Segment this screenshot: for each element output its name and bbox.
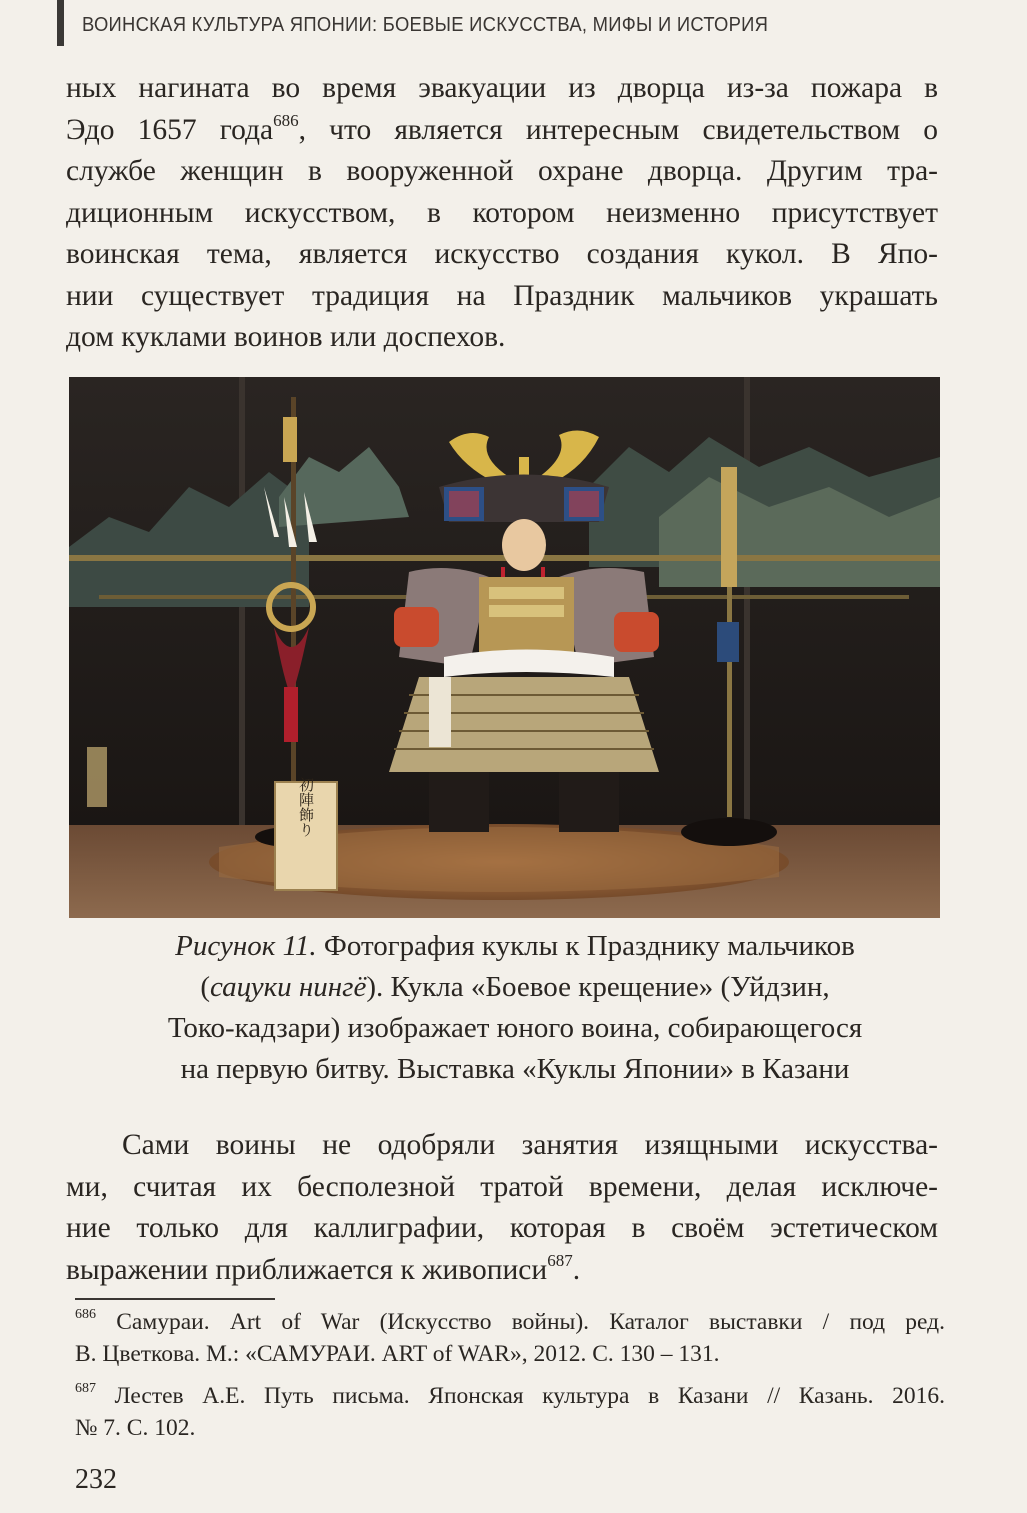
footnote-number: 686 — [75, 1307, 96, 1323]
footnote-ref[interactable]: 686 — [273, 110, 299, 130]
text-line: ние только для каллиграфии, которая в своём эстетическом — [66, 1212, 938, 1244]
page-number: 232 — [75, 1464, 117, 1495]
text-line: воинская тема, является искусство создания кукол. В Япо- — [66, 238, 938, 270]
footnote-ref[interactable]: 687 — [547, 1250, 573, 1270]
footnote-687 — [75, 1380, 945, 1444]
paragraph-top — [66, 68, 938, 359]
footnote-divider — [75, 1298, 275, 1300]
placard-text: 初陣飾り — [297, 777, 315, 837]
text-line: выражении приближается к живописи$^{687}$. — [66, 1250, 581, 1286]
text-line: ных нагината во время эвакуации из дворца из-за пожара в — [66, 72, 938, 104]
text-line: дом куклами воинов или доспехов. — [66, 321, 506, 353]
caption-label: Рисунок 11. — [175, 930, 317, 962]
text-line: нии существует традиция на Праздник мальчиков украшать — [66, 279, 938, 312]
samurai-doll-photo — [69, 377, 940, 918]
footnote-line: $^{687}$ Лестев А.Е. Путь письма. Японская культура в Казани // Казань. 2016. — [75, 1381, 945, 1409]
caption-line: (сацуки нингё). Кукла «Боевое крещение» (Уйдзин, — [200, 971, 830, 1003]
footnote-line: В. Цветкова. М.: «САМУРАИ. ART of WAR», 2012. С. 130 – 131. — [75, 1341, 720, 1367]
caption-line: Токо-кадзари) изображает юного воина, собирающегося — [167, 1012, 863, 1044]
paragraph-bottom — [66, 1125, 938, 1291]
footnotes — [75, 1306, 945, 1454]
running-head: ВОИНСКАЯ КУЛЬТУРА ЯПОНИИ: БОЕВЫЕ ИСКУССТВА, МИФЫ И ИСТОРИЯ — [82, 14, 769, 36]
footnote-line: $^{686}$ Самураи. Art of War (Искусство войны). Каталог выставки / под ред. — [75, 1307, 945, 1335]
text-line: Эдо 1657 года$^{686}$, что является интересным свидетельством о — [66, 110, 938, 146]
footnote-686 — [75, 1306, 945, 1370]
text-line: ми, считая их бесполезной тратой времени, делая исключе- — [66, 1170, 938, 1203]
footnote-number: 687 — [75, 1381, 96, 1397]
text-line: диционным искусством, в котором неизменно присутствует — [66, 196, 938, 229]
footnote-line: № 7. С. 102. — [75, 1415, 196, 1441]
text-line: службе женщин в вооруженной охране дворца. Другим тра- — [66, 155, 938, 187]
spine-mark — [57, 0, 64, 46]
text-line: Сами воины не одобряли занятия изящными искусства- — [122, 1129, 938, 1161]
figure-caption — [90, 926, 940, 1090]
caption-line: на первую битву. Выставка «Куклы Японии» в Казани — [180, 1053, 850, 1085]
caption-line: Рисунок 11. Фотография куклы к Празднику мальчиков — [175, 930, 855, 962]
